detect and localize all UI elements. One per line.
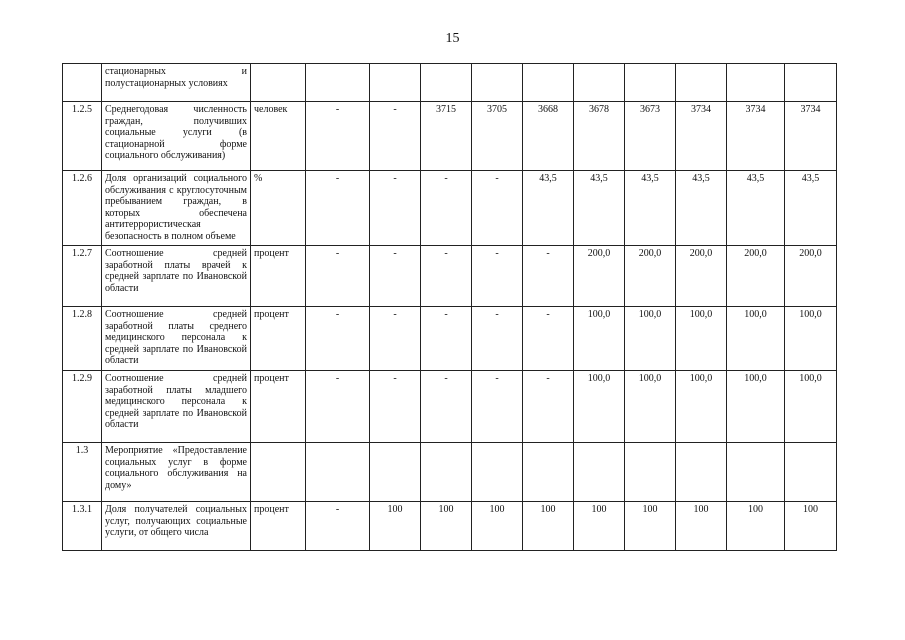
value-cell: - (421, 371, 472, 443)
row-code: 1.2.7 (63, 246, 102, 307)
value-cell: 100,0 (785, 307, 837, 371)
value-cell (370, 64, 421, 102)
value-cell: - (306, 246, 370, 307)
value-cell: 3673 (625, 102, 676, 171)
value-cell (727, 443, 785, 502)
value-cell (306, 64, 370, 102)
table-row (63, 102, 837, 171)
value-cell: - (306, 102, 370, 171)
value-cell: 100,0 (574, 307, 625, 371)
indicator-name: Доля получателей социальных услуг, получающих социальные услуги, от общего числа (102, 502, 251, 551)
value-cell: - (306, 371, 370, 443)
value-cell: 100,0 (676, 307, 727, 371)
value-cell: 43,5 (523, 171, 574, 246)
indicator-name: Соотношение средней заработной платы младшего медицинского персонала к средней зарплате по Ивановской области (102, 371, 251, 443)
value-cell (676, 64, 727, 102)
value-cell: - (306, 307, 370, 371)
value-cell (523, 64, 574, 102)
value-cell (370, 443, 421, 502)
table-row (63, 246, 837, 307)
value-cell: - (306, 171, 370, 246)
value-cell: 100 (727, 502, 785, 551)
row-code: 1.2.9 (63, 371, 102, 443)
indicator-name: Среднегодовая численность граждан, получивших социальные услуги (в стационарной форме социального обслуживания) (102, 102, 251, 171)
value-cell: 43,5 (727, 171, 785, 246)
value-cell: - (472, 171, 523, 246)
table-row (63, 307, 837, 371)
value-cell (574, 64, 625, 102)
value-cell: 43,5 (625, 171, 676, 246)
indicator-name: Соотношение средней заработной платы врачей к средней зарплате по Ивановской области (102, 246, 251, 307)
value-cell (785, 443, 837, 502)
unit-cell: процент (251, 502, 306, 551)
value-cell: - (421, 246, 472, 307)
value-cell: 200,0 (785, 246, 837, 307)
value-cell: 100 (370, 502, 421, 551)
value-cell (676, 443, 727, 502)
value-cell: 100 (625, 502, 676, 551)
unit-cell (251, 64, 306, 102)
table-row (63, 371, 837, 443)
value-cell: 43,5 (785, 171, 837, 246)
unit-cell: процент (251, 371, 306, 443)
value-cell: - (306, 502, 370, 551)
row-code: 1.2.5 (63, 102, 102, 171)
value-cell: - (523, 246, 574, 307)
value-cell: 100 (472, 502, 523, 551)
value-cell (523, 443, 574, 502)
value-cell (472, 443, 523, 502)
row-code: 1.2.8 (63, 307, 102, 371)
unit-cell: человек (251, 102, 306, 171)
value-cell: - (421, 171, 472, 246)
value-cell: 100 (574, 502, 625, 551)
table-row (63, 64, 837, 102)
value-cell: 100 (676, 502, 727, 551)
value-cell (306, 443, 370, 502)
value-cell (625, 443, 676, 502)
value-cell (421, 443, 472, 502)
row-code: 1.2.6 (63, 171, 102, 246)
value-cell: 3668 (523, 102, 574, 171)
table-row (63, 443, 837, 502)
row-code: 1.3.1 (63, 502, 102, 551)
value-cell: - (472, 246, 523, 307)
value-cell: 3678 (574, 102, 625, 171)
value-cell: 3734 (727, 102, 785, 171)
value-cell: 200,0 (625, 246, 676, 307)
row-code (63, 64, 102, 102)
value-cell: 200,0 (676, 246, 727, 307)
value-cell: - (523, 371, 574, 443)
value-cell: 100,0 (785, 371, 837, 443)
value-cell (785, 64, 837, 102)
value-cell: 100 (421, 502, 472, 551)
value-cell: 100,0 (574, 371, 625, 443)
value-cell (472, 64, 523, 102)
unit-cell: процент (251, 246, 306, 307)
value-cell: - (370, 371, 421, 443)
value-cell (574, 443, 625, 502)
value-cell: 3734 (676, 102, 727, 171)
value-cell: - (370, 246, 421, 307)
value-cell: 100,0 (676, 371, 727, 443)
value-cell: - (370, 171, 421, 246)
value-cell: 100,0 (625, 307, 676, 371)
value-cell: 100 (785, 502, 837, 551)
value-cell: 43,5 (676, 171, 727, 246)
indicator-name: Доля организаций социального обслуживания с круглосуточным пребыванием граждан, в которых обеспечена антитеррористическая безопасность в полном объеме (102, 171, 251, 246)
indicator-name: стационарных и полустационарных условиях (102, 64, 251, 102)
value-cell: 100 (523, 502, 574, 551)
value-cell: 100,0 (727, 307, 785, 371)
value-cell: 3705 (472, 102, 523, 171)
row-code: 1.3 (63, 443, 102, 502)
page-number: 15 (445, 31, 460, 46)
value-cell: - (370, 102, 421, 171)
table-row (63, 502, 837, 551)
unit-cell: процент (251, 307, 306, 371)
indicator-name: Соотношение средней заработной платы среднего медицинского персонала к средней зарплате по Ивановской области (102, 307, 251, 371)
value-cell (421, 64, 472, 102)
value-cell: - (472, 371, 523, 443)
value-cell: - (421, 307, 472, 371)
unit-cell (251, 443, 306, 502)
value-cell: 200,0 (574, 246, 625, 307)
indicator-name: Мероприятие «Предоставление социальных услуг в форме социального обслуживания на дому» (102, 443, 251, 502)
value-cell (625, 64, 676, 102)
value-cell: - (523, 307, 574, 371)
table-row (63, 171, 837, 246)
value-cell: 200,0 (727, 246, 785, 307)
value-cell (727, 64, 785, 102)
value-cell: 3734 (785, 102, 837, 171)
value-cell: - (370, 307, 421, 371)
value-cell: 3715 (421, 102, 472, 171)
unit-cell: % (251, 171, 306, 246)
value-cell: 43,5 (574, 171, 625, 246)
value-cell: 100,0 (727, 371, 785, 443)
value-cell: - (472, 307, 523, 371)
indicators-table (62, 63, 837, 551)
value-cell: 100,0 (625, 371, 676, 443)
